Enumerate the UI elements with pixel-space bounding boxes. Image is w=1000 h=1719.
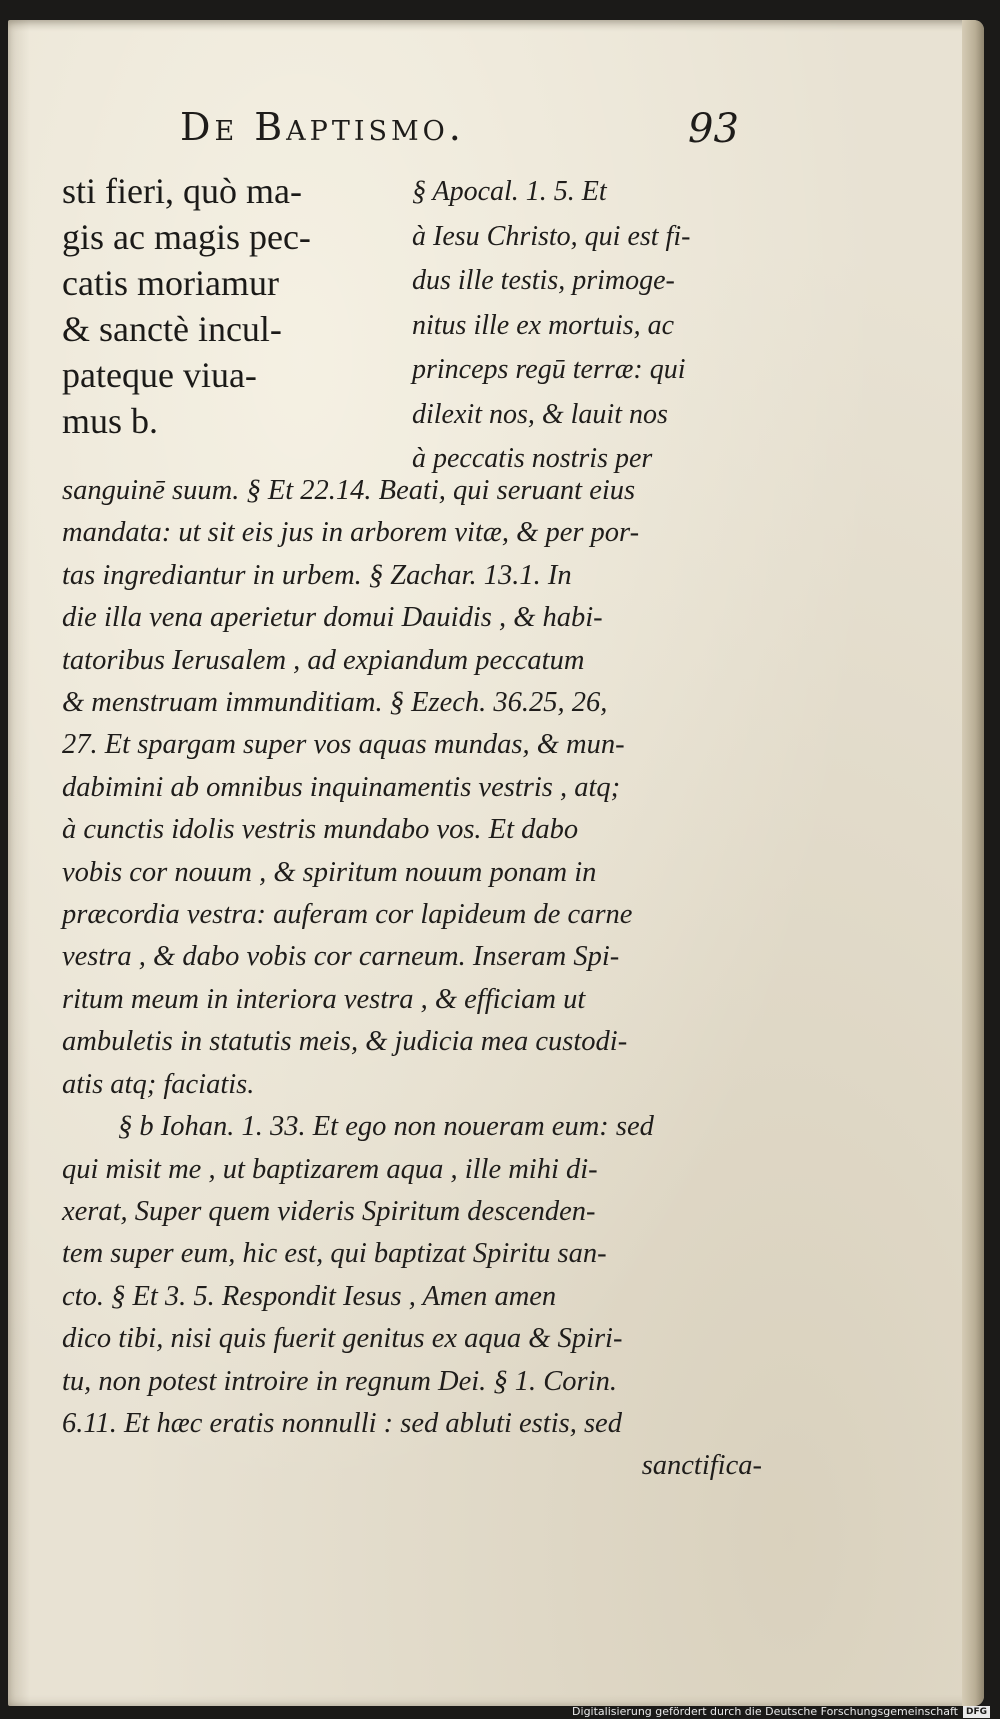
citation-body	[62, 470, 762, 1488]
body-line: vobis cor nouum , & spiritum nouum ponam in	[62, 856, 597, 888]
body-line: mandata: ut sit eis jus in arborem vitæ, & per por-	[62, 517, 640, 549]
body-line: tu, non potest introire in regnum Dei. § 1. Corin.	[62, 1365, 617, 1397]
body-line: dico tibi, nisi quis fuerit genitus ex aqua & Spiri-	[62, 1323, 623, 1355]
citation-line: dus ille testis, primoge-	[412, 265, 675, 296]
body-line: die illa vena aperietur domui Dauidis , & habi-	[62, 602, 603, 634]
text-line: mus b.	[62, 401, 159, 441]
body-line: cto. § Et 3. 5. Respondit Iesus , Amen amen	[62, 1280, 557, 1312]
text-line: catis moriamur	[62, 263, 279, 303]
text-line: pateque viua-	[62, 355, 257, 395]
body-line: & menstruam immunditiam. § Ezech. 36.25, 26,	[62, 687, 608, 719]
body-line: dabimini ab omnibus inquinamentis vestris , atq;	[62, 771, 621, 803]
body-line: atis atq; faciatis.	[62, 1068, 255, 1100]
body-line: sanguinē suum. § Et 22.14. Beati, qui seruant eius	[62, 475, 636, 506]
text-line: gis ac magis pec-	[62, 217, 311, 257]
body-line: præcordia vestra: auferam cor lapideum de carne	[62, 899, 633, 931]
body-line: à cunctis idolis vestris mundabo vos. Et dabo	[62, 814, 579, 846]
credit-text: Digitalisierung gefördert durch die Deutsche Forschungsgemeinschaft	[572, 1705, 958, 1718]
body-line: § b Iohan. 1. 33. Et ego non noueram eum: sed	[118, 1111, 654, 1143]
body-line: xerat, Super quem videris Spiritum descenden-	[62, 1195, 596, 1227]
body-line: ritum meum in interiora vestra , & efficiam ut	[62, 983, 586, 1015]
body-line: 6.11. Et hæc eratis nonnulli : sed abluti estis, sed	[62, 1407, 622, 1439]
citation-line: nitus ille ex mortuis, ac	[412, 309, 675, 341]
body-line: ambuletis in statutis meis, & judicia mea custodi-	[62, 1026, 628, 1058]
main-text-column	[62, 168, 382, 444]
body-line: vestra , & dabo vobis cor carneum. Inseram Spi-	[62, 941, 620, 973]
text-line: & sanctè incul-	[62, 309, 282, 349]
page-edge	[962, 20, 984, 1706]
dfg-logo: DFG	[963, 1706, 990, 1718]
marginal-citation-column	[412, 170, 742, 482]
citation-line: à peccatis nostris per	[412, 443, 653, 474]
running-head: De Baptismo.	[180, 105, 465, 149]
citation-line: princeps regū terræ: qui	[412, 354, 686, 385]
citation-line: § Apocal. 1. 5. Et	[412, 176, 607, 207]
citation-line: dilexit nos, & lauit nos	[412, 398, 668, 430]
text-line: sti fieri, quò ma-	[62, 171, 302, 211]
body-line: qui misit me , ut baptizarem aqua , ille mihi di-	[62, 1153, 598, 1185]
body-line: tem super eum, hic est, qui baptizat Spiritu san-	[62, 1238, 607, 1270]
body-line: 27. Et spargam super vos aquas mundas, & mun-	[62, 729, 625, 761]
catchword: sanctifica-	[641, 1450, 762, 1482]
citation-line: à Iesu Christo, qui est fi-	[412, 220, 691, 252]
body-line: tatoribus Ierusalem , ad expiandum peccatum	[62, 644, 585, 676]
body-line: tas ingrediantur in urbem. § Zachar. 13.1. In	[62, 559, 572, 591]
digitization-credit	[572, 1705, 990, 1718]
page-number: 93	[688, 106, 739, 152]
